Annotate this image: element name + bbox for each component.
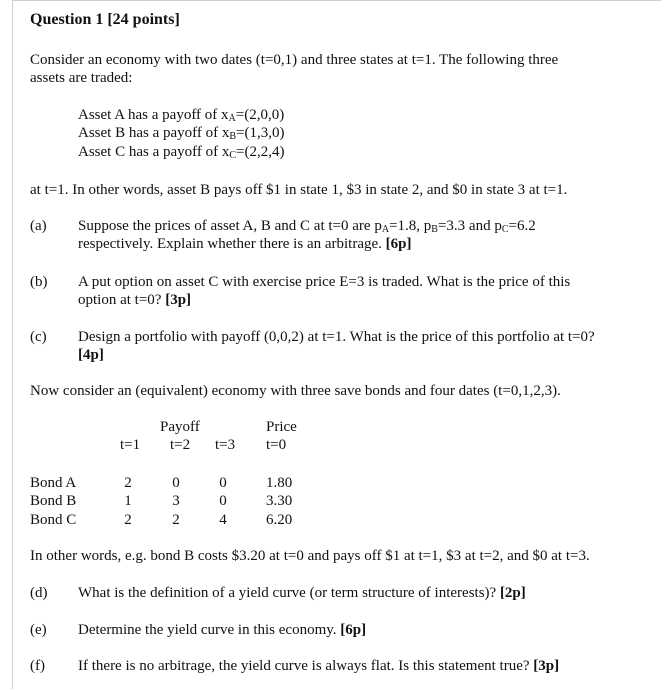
bond-row-name: Bond C	[30, 512, 77, 528]
bond-row-t1: 2	[124, 512, 132, 528]
bond-row-t2: 0	[172, 475, 180, 491]
asset-c-line: Asset C has a payoff of $x_C=(2,2,4)$	[78, 144, 285, 161]
part-d-points: [2p]	[499, 585, 526, 601]
asset-b-line: Asset B has a payoff of $x_B=(1,3,0)$	[78, 125, 285, 142]
bond-row-t2: 2	[172, 512, 180, 528]
part-e-line: Determine the yield curve in this economy. [6p]	[78, 622, 367, 638]
bond-row-name: Bond B	[30, 493, 77, 509]
bond-row-price: 6.20	[266, 512, 293, 528]
bond-row-price: 3.30	[266, 493, 293, 509]
part-b-line-2: option at t=0? [3p]	[78, 292, 192, 308]
part-b-label: (b)	[30, 274, 48, 290]
bond-row-name: Bond A	[30, 475, 77, 491]
bond-row-t3: 4	[219, 512, 227, 528]
intro-line-2: assets are traded:	[30, 70, 133, 86]
part-c-label: (c)	[30, 329, 47, 345]
col-t2: t=2	[170, 437, 191, 453]
asset-explanation: at t=1. In other words, asset B pays off $1 in state 1, $3 in state 2, and $0 in state 3 at t=1.	[30, 182, 568, 198]
part-d-line: What is the definition of a yield curve (or term structure of interests)? [2p]	[78, 585, 526, 601]
header-price: Price	[266, 419, 297, 435]
col-t3: t=3	[215, 437, 236, 453]
intro-line-1: Consider an economy with two dates (t=0,1) and three states at t=1. The following three	[30, 52, 559, 68]
part-f-label: (f)	[30, 658, 45, 674]
part-a-line-1: Suppose the prices of asset A, B and C at t=0 are $p_A=1.8$, $p_B=3.3$ and $p_C=6.2$	[78, 218, 536, 235]
part-f-points: [3p]	[533, 658, 560, 674]
part-c-line-1: Design a portfolio with payoff (0,0,2) at t=1. What is the price of this portfolio at t=0?	[78, 329, 595, 345]
part-a-label: (a)	[30, 218, 47, 234]
header-payoff: Payoff	[160, 419, 200, 435]
bonds-explanation: In other words, e.g. bond B costs $3.20 at t=0 and pays off $1 at t=1, $3 at t=2, and $0 at t=3.	[30, 548, 590, 564]
part-b-line-1: A put option on asset C with exercise price E=3 is traded. What is the price of this	[78, 274, 571, 290]
part-e-label: (e)	[30, 622, 47, 638]
bonds-intro: Now consider an (equivalent) economy with three save bonds and four dates (t=0,1,2,3).	[30, 383, 561, 399]
bond-row-t1: 2	[124, 475, 132, 491]
asset-a-line: Asset A has a payoff of $x_A=(2,0,0)$	[78, 107, 285, 124]
bond-row-price: 1.80	[266, 475, 293, 491]
part-d-label: (d)	[30, 585, 48, 601]
question-title: Question 1 [24 points]	[30, 11, 180, 28]
part-a-points: [6p]	[385, 236, 412, 252]
bond-row-t3: 0	[219, 493, 227, 509]
col-t1: t=1	[120, 437, 141, 453]
bond-row-t3: 0	[219, 475, 227, 491]
part-f-line: If there is no arbitrage, the yield curve is always flat. Is this statement true? [3p]	[78, 658, 560, 674]
col-t0: t=0	[266, 437, 287, 453]
part-e-points: [6p]	[340, 622, 367, 638]
part-c-points: [4p]	[78, 347, 104, 363]
bond-row-t2: 3	[172, 493, 180, 509]
bond-row-t1: 1	[124, 493, 132, 509]
part-a-line-2: respectively. Explain whether there is an arbitrage. [6p]	[78, 236, 412, 252]
part-b-points: [3p]	[165, 292, 192, 308]
